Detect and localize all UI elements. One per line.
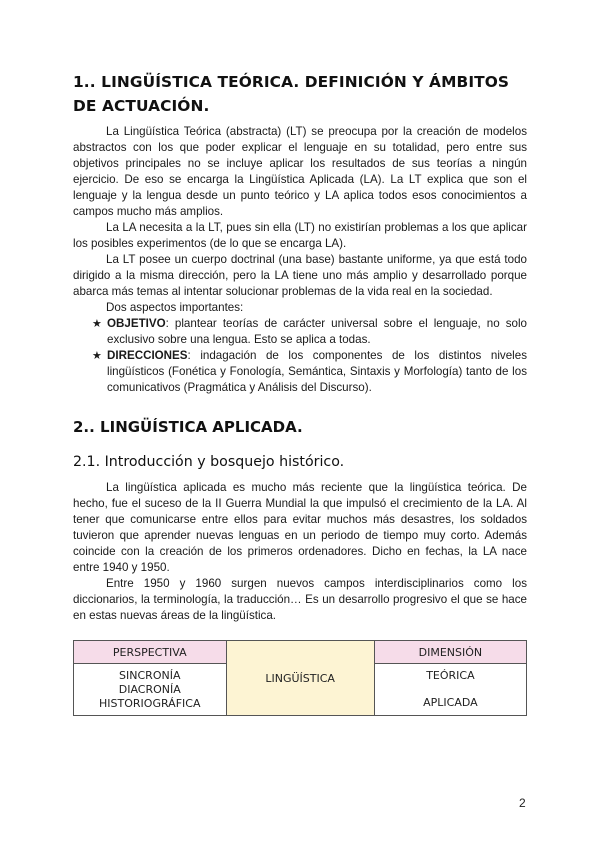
- perspectiva-item: HISTORIOGRÁFICA: [99, 696, 201, 710]
- page-content: [73, 70, 527, 716]
- aspects-list: [73, 316, 527, 396]
- subsection-paragraph-2: Entre 1950 y 1960 surgen nuevos campos interdisciplinarios como los diccionarios, la terminología, la traducción… Es un desarrollo progresivo el que se hace en estas nuevas áreas de la lingüística.: [73, 577, 527, 622]
- section-1-paragraph-4: Dos aspectos importantes:: [106, 301, 244, 314]
- aspect-objetivo: [73, 316, 527, 348]
- subsection-paragraph-1: La lingüística aplicada es mucho más reciente que la lingüística teórica. De hecho, fue el suceso de la II Guerra Mundial la que impulsó el crecimiento de la LA. Al tener que comunicarse entre ellos para evitar muchos más desastres, los soldados tuvieron que aprender nuevas lenguas en un periodo de tiempo muy corto. Además coincide con la creación de los primeros ordenadores. Dicho en fechas, la LA nace entre 1940 y 1950.: [73, 481, 527, 574]
- aspect-term: DIRECCIONES: [107, 349, 188, 362]
- section-2-title: 2.. LINGÜÍSTICA APLICADA.: [73, 418, 303, 436]
- aspect-term: OBJETIVO: [107, 317, 166, 330]
- perspectiva-header: PERSPECTIVA: [74, 641, 227, 664]
- aspect-text: : indagación de los componentes de los distintos niveles lingüísticos (Fonética y Fonología, Semántica, Sintaxis y Morfología) tanto de los comunicativos (Pragmática y Análisis del Discurso).: [107, 349, 527, 394]
- section-1-paragraph-3: La LT posee un cuerpo doctrinal (una base) bastante uniforme, ya que está todo dirigido a la misma dirección, pero la LA tiene uno más amplio y desarrollado porque abarca más temas al intentar solucionar problemas de la vida real en la sociedad.: [73, 253, 527, 298]
- perspectiva-values: [74, 664, 227, 716]
- dimension-values: [374, 664, 526, 716]
- section-1-paragraph-2: La LA necesita a la LT, pues sin ella (LT) no existirían problemas a los que aplicar los posibles experimentos (de lo que se encarga LA).: [73, 221, 527, 250]
- page-number: 2: [519, 796, 526, 810]
- star-bullet-icon: ★: [92, 318, 102, 330]
- star-bullet-icon: ★: [92, 350, 102, 362]
- aspect-text: : plantear teorías de carácter universal sobre el lenguaje, no solo exclusivo sobre una lengua. Esto se aplica a todas.: [107, 317, 527, 346]
- linguistics-table: [73, 640, 527, 716]
- dimension-item: APLICADA: [423, 696, 478, 709]
- aspect-direcciones: [73, 348, 527, 396]
- perspectiva-item: DIACRONÍA: [118, 682, 181, 696]
- linguistica-center-cell: LINGÜÍSTICA: [226, 641, 374, 716]
- dimension-item: TEÓRICA: [426, 669, 475, 682]
- perspectiva-item: SINCRONÍA: [119, 668, 181, 682]
- subsection-2-1-title: 2.1. Introducción y bosquejo histórico.: [73, 454, 345, 470]
- dimension-header: DIMENSIÓN: [374, 641, 526, 664]
- section-1-paragraph-1: La Lingüística Teórica (abstracta) (LT) se preocupa por la creación de modelos abstractos con los que poder explicar el lenguaje en su totalidad, pero entre sus objetivos principales no se incluye aplicar los resultados de sus teorías a ningún ejercicio. De eso se encarga la Lingüística Aplicada (LA). La LT explica que son el lenguaje y la lengua desde un punto teórico y LA aplica todos esos conocimientos a campos mucho más amplios.: [73, 125, 527, 218]
- section-1-title: 1.. LINGÜÍSTICA TEÓRICA. DEFINICIÓN Y ÁMBITOS DE ACTUACIÓN.: [73, 73, 510, 115]
